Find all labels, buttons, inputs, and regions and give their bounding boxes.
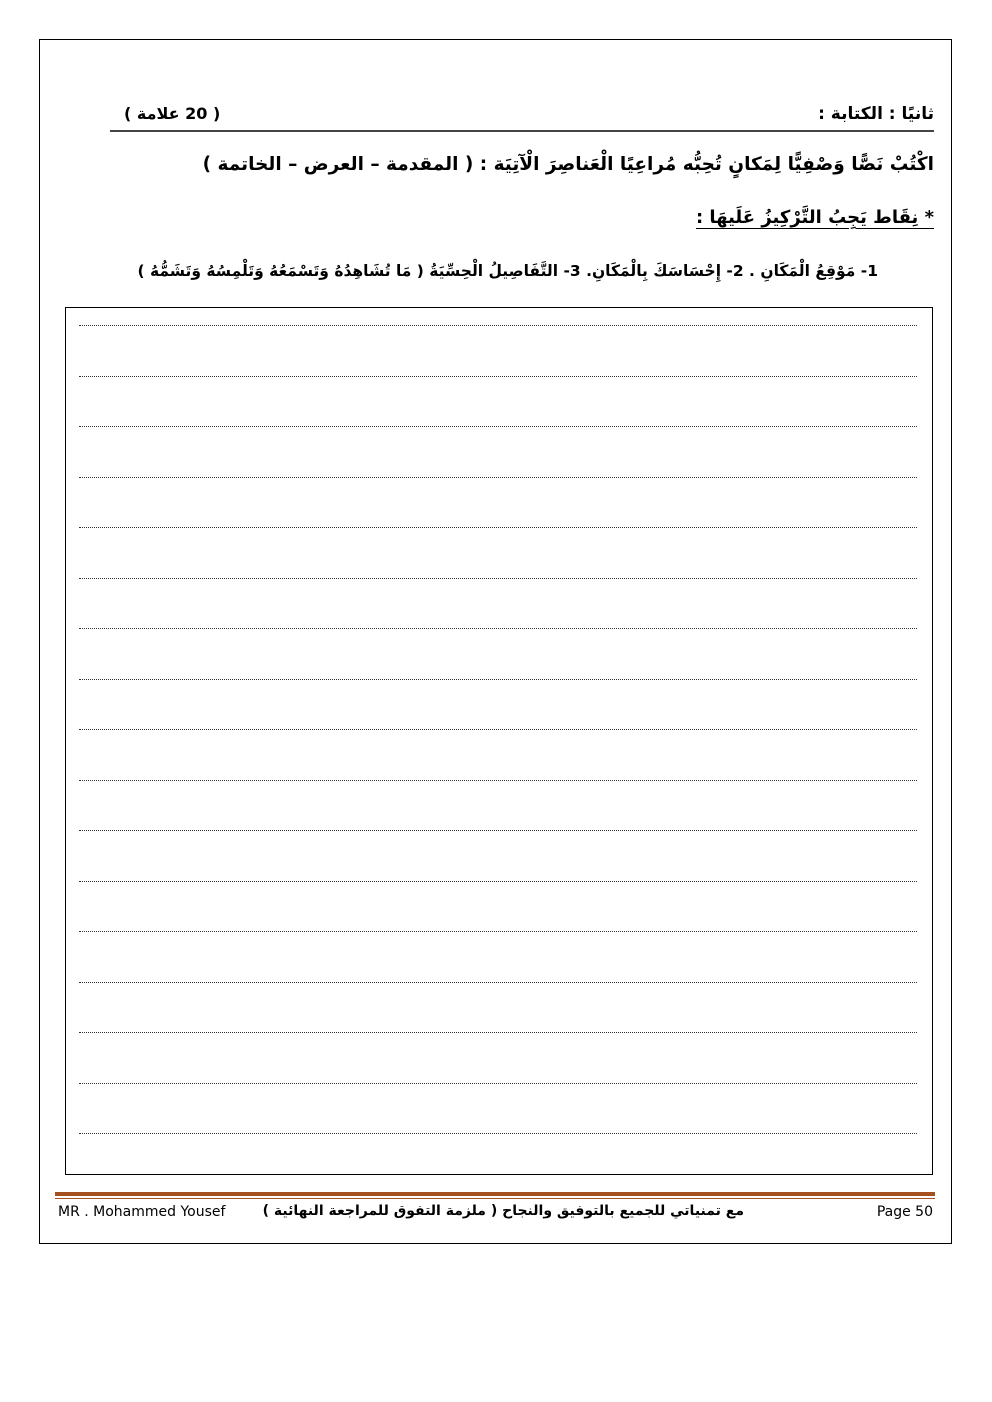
footer-divider-thin [55,1198,935,1199]
writing-area[interactable] [65,307,933,1175]
footer-divider [55,1192,935,1196]
writing-line [79,830,917,831]
writing-line [79,527,917,528]
section-header [110,104,934,132]
writing-line [79,1083,917,1084]
writing-line [79,477,917,478]
writing-line [79,679,917,680]
section-title: ثانيًا : الكتابة : [818,104,934,124]
writing-line [79,426,917,427]
section-marks: ( 20 علامة ) [124,104,221,123]
writing-line [79,729,917,730]
writing-line [79,982,917,983]
focus-points-list: 1- مَوْقِعُ الْمَكَانِ . 2- إِحْسَاسَكَ بِالْمَكَانِ. 3- التَّفَاصِيلُ الْحِسِّيَةُ ( مَا تُشَاهِدُهُ وَتَسْمَعُهُ وَتَلْمِسُهُ وَتَشَمُّهُ ) [137,262,878,280]
writing-line [79,376,917,377]
writing-line [79,325,917,326]
focus-points-title: * نِقَاط يَجِبُ التَّرْكِيزُ عَلَيهَا : [695,207,934,228]
writing-line [79,780,917,781]
footer-page-number: Page 50 [876,1204,933,1220]
footer-author: MR . Mohammed Yousef [58,1204,226,1220]
writing-line [79,881,917,882]
footer-slogan: مع تمنياتي للجميع بالتوفيق والنجاح ( ملزمة التفوق للمراجعة النهائية ) [262,1203,744,1219]
writing-line [79,628,917,629]
writing-prompt: اكْتُبْ نَصًّا وَصْفِيًّا لِمَكانٍ تُحِبُّه مُراعِيًا الْعَناصِرَ الْآتِيَة : ( المقدمة – العرض – الخاتمة ) [202,154,934,175]
writing-line [79,931,917,932]
writing-line [79,1032,917,1033]
writing-line [79,1133,917,1134]
writing-line [79,578,917,579]
